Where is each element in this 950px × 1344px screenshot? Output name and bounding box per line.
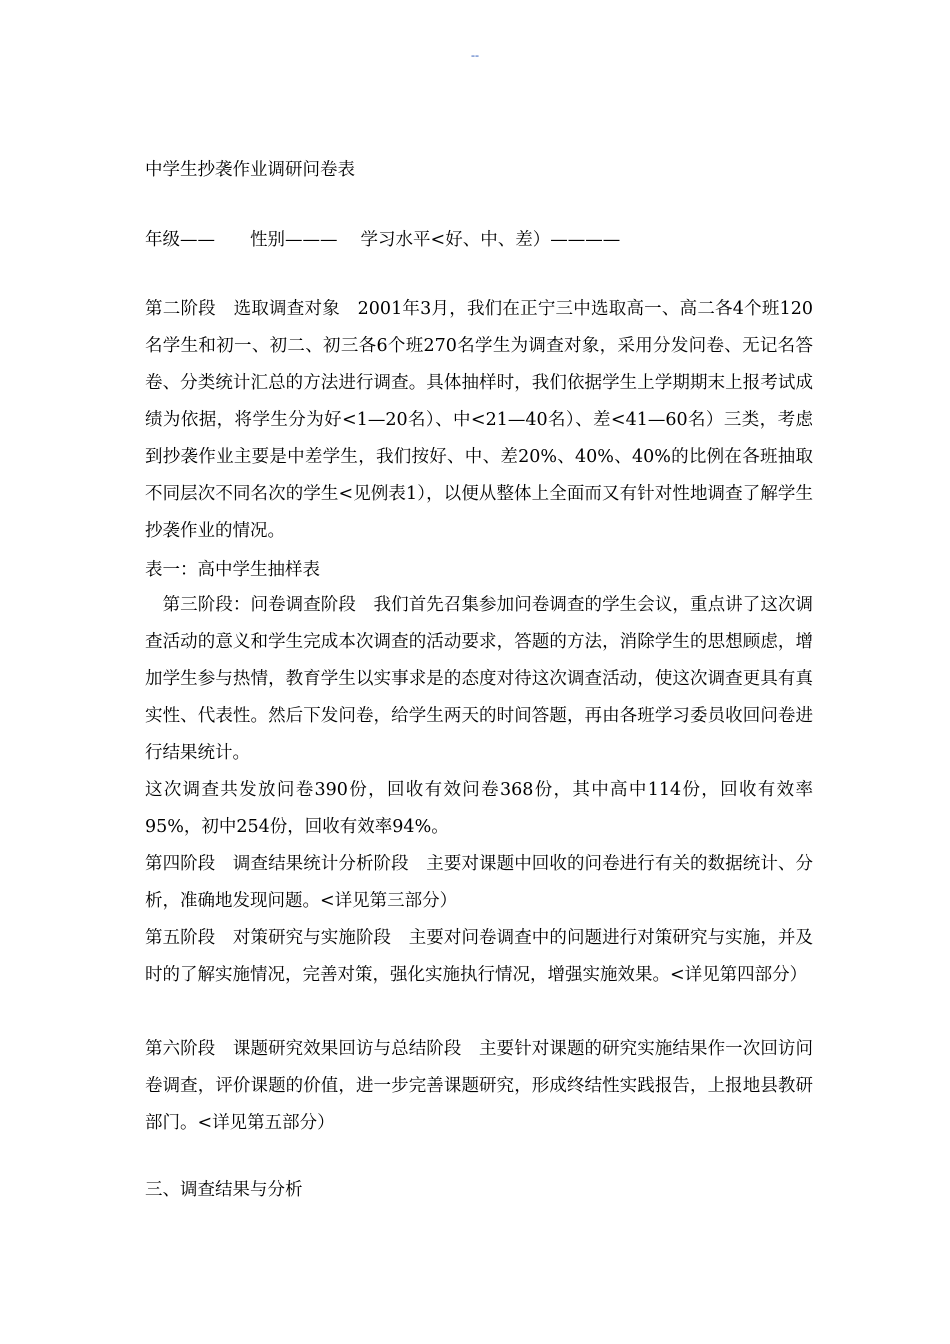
paragraph-stage-6: 第六阶段 课题研究效果回访与总结阶段 主要针对课题的研究实施结果作一次回访问卷调查，评价课题的价值，进一步完善课题研究，形成终结性实践报告，上报地县教研部门。<详见第五部分） (145, 1039, 813, 1133)
paragraph-stage-2: 第二阶段 选取调查对象 2001年3月，我们在正宁三中选取高一、高二各4个班120名学生和初一、初二、初三各6个班270名学生为调查对象，采用分发问卷、无记名答卷、分类统计汇总的方法进行调查。具体抽样时，我们依据学生上学期期末上报考试成绩为依据，将学生分为好<1—20名）、中<21—40名）、差<41—60名）三类，考虑到抄袭作业主要是中差学生，我们按好、中、差20%、40%、40%的比例在各班抽取不同层次不同名次的学生<见例表1），以便从整体上全面而又有针对性地调查了解学生抄袭作业的情况。 (145, 299, 813, 541)
form-fields-line: 年级—— 性别——— 学习水平<好、中、差）———— (145, 230, 621, 250)
survey-title: 中学生抄袭作业调研问卷表 (145, 160, 355, 180)
paragraph-stage-3: 第三阶段：问卷调查阶段 我们首先召集参加问卷调查的学生会议，重点讲了这次调查活动的意义和学生完成本次调查的活动要求，答题的方法，消除学生的思想顾虑，增加学生参与热情，教育学生以实事求是的态度对待这次调查活动，使这次调查更具有真实性、代表性。然后下发问卷，给学生两天的时间答题，再由各班学习委员收回问卷进行结果统计。 (145, 595, 813, 763)
header-mark: -- (471, 48, 479, 62)
paragraph-survey-stats: 这次调查共发放问卷390份，回收有效问卷368份，其中高中114份，回收有效率95%，初中254份，回收有效率94%。 (145, 780, 813, 837)
section-3-heading: 三、调查结果与分析 (145, 1180, 303, 1200)
paragraph-stage-4: 第四阶段 调查结果统计分析阶段 主要对课题中回收的问卷进行有关的数据统计、分析，准确地发现问题。<详见第三部分） (145, 854, 813, 911)
paragraph-stage-5: 第五阶段 对策研究与实施阶段 主要对问卷调查中的问题进行对策研究与实施，并及时的了解实施情况，完善对策，强化实施执行情况，增强实施效果。<详见第四部分） (145, 928, 813, 985)
table-1-caption: 表一：高中学生抽样表 (145, 560, 320, 580)
